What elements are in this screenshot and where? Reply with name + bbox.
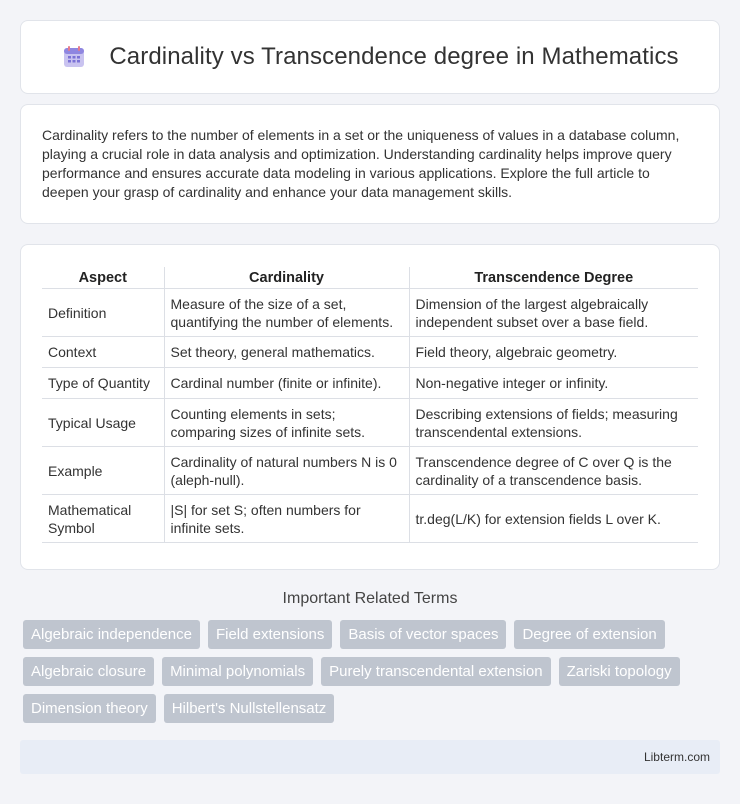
footer bbox=[20, 740, 720, 774]
related-term-tag[interactable]: Field extensions bbox=[208, 620, 332, 649]
table-row bbox=[42, 337, 698, 368]
related-term-tag[interactable]: Purely transcendental extension bbox=[321, 657, 550, 686]
table-cell: |S| for set S; often numbers for infinite sets. bbox=[164, 495, 409, 543]
table-row bbox=[42, 399, 698, 447]
table-cell: Example bbox=[42, 447, 164, 495]
related-term-tag[interactable]: Degree of extension bbox=[514, 620, 664, 649]
table-cell: Cardinality of natural numbers N is 0 (aleph-null). bbox=[164, 447, 409, 495]
table-cell: Measure of the size of a set, quantifying the number of elements. bbox=[164, 289, 409, 337]
related-term-tag[interactable]: Hilbert's Nullstellensatz bbox=[164, 694, 335, 723]
table-cell: Definition bbox=[42, 289, 164, 337]
table-cell: Transcendence degree of C over Q is the cardinality of a transcendence basis. bbox=[409, 447, 698, 495]
column-header: Cardinality bbox=[164, 267, 409, 289]
column-header: Transcendence Degree bbox=[409, 267, 698, 289]
related-term-tag[interactable]: Basis of vector spaces bbox=[340, 620, 506, 649]
calendar-icon bbox=[61, 44, 87, 70]
footer-site-link[interactable]: Libterm.com bbox=[643, 750, 710, 764]
table-cell: Describing extensions of fields; measuring transcendental extensions. bbox=[409, 399, 698, 447]
related-term-tag[interactable]: Algebraic closure bbox=[23, 657, 154, 686]
table-cell: Counting elements in sets; comparing sizes of infinite sets. bbox=[164, 399, 409, 447]
table-cell: Set theory, general mathematics. bbox=[164, 337, 409, 368]
table-cell: Dimension of the largest algebraically independent subset over a base field. bbox=[409, 289, 698, 337]
table-row bbox=[42, 447, 698, 495]
intro-card bbox=[20, 104, 720, 224]
table-cell: Non-negative integer or infinity. bbox=[409, 368, 698, 399]
related-terms-section bbox=[20, 590, 720, 731]
table-cell: Context bbox=[42, 337, 164, 368]
column-header: Aspect bbox=[78, 270, 127, 286]
table-row bbox=[42, 368, 698, 399]
table-header-row bbox=[42, 267, 698, 289]
related-terms-list bbox=[20, 620, 720, 731]
table-cell: Type of Quantity bbox=[42, 368, 164, 399]
table-cell: tr.deg(L/K) for extension fields L over K. bbox=[409, 495, 698, 543]
related-term-tag[interactable]: Dimension theory bbox=[23, 694, 156, 723]
header-card bbox=[20, 20, 720, 94]
table-cell: Cardinal number (finite or infinite). bbox=[164, 368, 409, 399]
table-row bbox=[42, 495, 698, 543]
related-terms-title: Important Related Terms bbox=[282, 590, 458, 607]
related-term-tag[interactable]: Minimal polynomials bbox=[162, 657, 313, 686]
page-title: Cardinality vs Transcendence degree in Mathematics bbox=[109, 43, 679, 70]
intro-text: Cardinality refers to the number of elements in a set or the uniqueness of values in a database column, playing a crucial role in data analysis and optimization. Understanding cardinality helps improve query performance and ensures accurate data modeling in various applications. Explore the full article to deepen your grasp of cardinality and enhance your data management skills. bbox=[42, 127, 680, 200]
comparison-table bbox=[42, 267, 698, 543]
related-term-tag[interactable]: Zariski topology bbox=[559, 657, 680, 686]
table-row bbox=[42, 289, 698, 337]
table-cell: Typical Usage bbox=[42, 399, 164, 447]
comparison-card bbox=[20, 244, 720, 570]
table-cell: Field theory, algebraic geometry. bbox=[409, 337, 698, 368]
table-cell: Mathematical Symbol bbox=[42, 495, 164, 543]
related-term-tag[interactable]: Algebraic independence bbox=[23, 620, 200, 649]
